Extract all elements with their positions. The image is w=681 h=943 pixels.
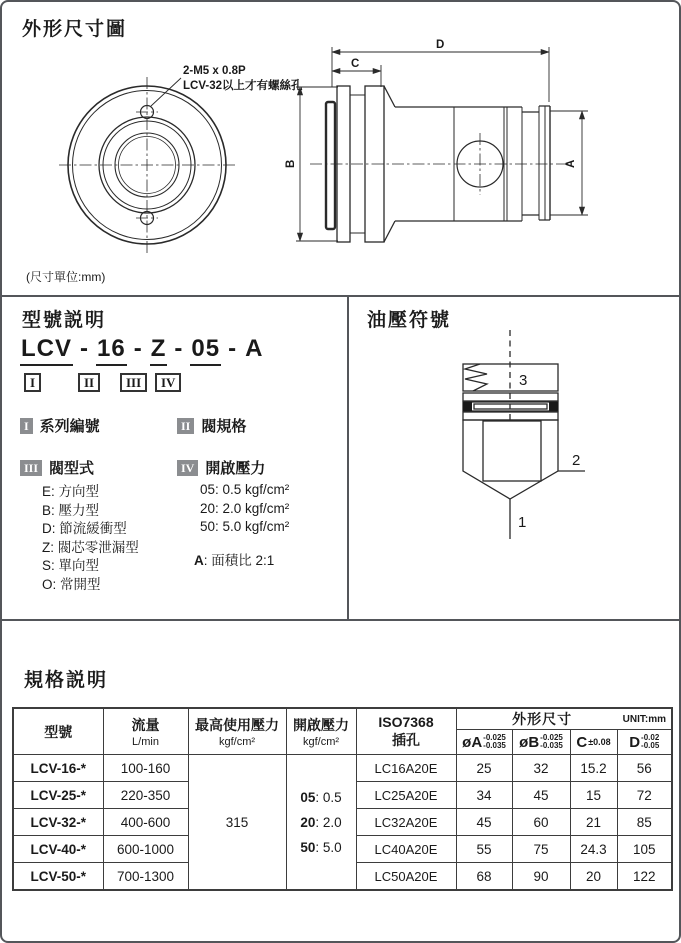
outline-dimension-section: [2, 2, 681, 295]
cavity-cell: LC32A20E: [356, 809, 456, 836]
model-cell: LCV-25-*: [13, 782, 103, 809]
seal-block-left: [463, 402, 472, 411]
flow-cell: 400-600: [103, 809, 188, 836]
dim-d-cell: 105: [617, 836, 672, 863]
legend-valve-type: III 閥型式: [20, 457, 94, 478]
port-label-3: 3: [519, 372, 528, 389]
dim-a-cell: 34: [456, 782, 512, 809]
specification-section: [2, 621, 681, 943]
table-row: [13, 755, 672, 782]
model-segment-series: LCV: [20, 335, 73, 366]
dim-c-cell: 15: [570, 782, 617, 809]
valve-type-list: [42, 483, 139, 594]
dim-d-cell: 56: [617, 755, 672, 782]
dim-b-cell: 32: [512, 755, 570, 782]
port-label-2: 2: [572, 452, 581, 469]
numeral-box-1: I: [24, 373, 41, 392]
spec-table: [12, 707, 673, 891]
dim-b-cell: 75: [512, 836, 570, 863]
flow-cell: 600-1000: [103, 836, 188, 863]
dim-d-cell: 72: [617, 782, 672, 809]
valve-side-view: [285, 39, 588, 242]
dim-d-cell: 85: [617, 809, 672, 836]
model-cell: LCV-40-*: [13, 836, 103, 863]
dim-a-cell: 68: [456, 863, 512, 891]
unit-note: (尺寸單位:mm): [26, 270, 106, 284]
max-pressure-cell: 315: [188, 755, 286, 891]
header-dimensions-group: 外形尺寸 UNIT:mm: [456, 708, 672, 730]
flow-cell: 220-350: [103, 782, 188, 809]
opening-pressure-item: 50: 5.0 kgf/cm²: [200, 519, 290, 534]
dimension-drawing: [2, 32, 681, 295]
header-dim-d: D -0.02 -0.05: [617, 730, 672, 755]
valve-type-item: D: 節流緩衝型: [42, 521, 127, 536]
dim-c-cell: 24.3: [570, 836, 617, 863]
cavity-cell: LC16A20E: [356, 755, 456, 782]
valve-type-item: B: 壓力型: [42, 502, 100, 518]
numeral-box-3: III: [120, 373, 147, 392]
header-dim-b: øB -0.025 -0.035: [512, 730, 570, 755]
section-title-model: 型號説明: [22, 310, 107, 331]
model-segment-area: A: [245, 335, 264, 362]
opening-pressure-cell: 05: 0.5 20: 2.0 50: 5.0: [286, 755, 356, 891]
screw-note-line1: 2-M5 x 0.8P: [183, 65, 246, 77]
dim-c-cell: 15.2: [570, 755, 617, 782]
model-segment-pressure: 05: [190, 335, 221, 366]
dim-b-cell: 45: [512, 782, 570, 809]
dim-b-cell: 60: [512, 809, 570, 836]
opening-pressure-list: [200, 481, 289, 537]
cavity-cell: LC50A20E: [356, 863, 456, 891]
opening-pressure-item: 20: 2.0 kgf/cm²: [200, 500, 290, 516]
seal-ring: [326, 102, 335, 229]
screw-note-line2: LCV-32以上才有螺絲孔: [183, 80, 303, 92]
flow-cell: 100-160: [103, 755, 188, 782]
unit-mm-label: UNIT:mm: [622, 713, 666, 725]
poppet: [483, 421, 541, 481]
header-cavity: ISO7368 插孔: [356, 708, 456, 755]
port-label-1: 1: [518, 514, 527, 531]
header-opening-pressure: 開啟壓力 kgf/cm²: [286, 708, 356, 755]
spring-icon: [465, 364, 487, 391]
dim-a-cell: 25: [456, 755, 512, 782]
dim-c-cell: 20: [570, 863, 617, 891]
header-dim-c: C ±0.08: [570, 730, 617, 755]
hydraulic-symbol: [347, 295, 681, 619]
valve-front-view: [59, 65, 303, 255]
section-title-symbol: 油壓符號: [367, 310, 452, 331]
dim-b-cell: 90: [512, 863, 570, 891]
dim-label-d: D: [436, 39, 445, 51]
legend-numeral-1: I: [20, 418, 33, 434]
header-model: 型號: [13, 708, 103, 755]
dim-label-b: B: [285, 159, 297, 168]
dim-a-cell: 45: [456, 809, 512, 836]
cavity-cell: LC40A20E: [356, 836, 456, 863]
dim-c-cell: 21: [570, 809, 617, 836]
legend-spec: II 閥規格: [177, 415, 246, 436]
legend-opening-pressure: IV 開啟壓力: [177, 457, 265, 478]
legend-series: I 系列編號: [20, 415, 100, 436]
flow-cell: 700-1300: [103, 863, 188, 891]
model-code: LCV - 16 - Z - 05 - A: [20, 335, 264, 366]
hydraulic-symbol-section: [349, 297, 681, 619]
valve-type-item: E: 方向型: [42, 484, 100, 499]
legend-numeral-2: II: [177, 418, 194, 434]
legend-numeral-3: III: [20, 460, 42, 476]
legend-numeral-4: IV: [177, 460, 198, 476]
header-dim-a: øA -0.025 -0.035: [456, 730, 512, 755]
dim-d-cell: 122: [617, 863, 672, 891]
section-title-outline: 外形尺寸圖: [22, 19, 128, 40]
dim-label-c: C: [351, 58, 360, 70]
section-title-spec: 規格説明: [24, 670, 109, 691]
area-ratio-note: A: 面積比 2:1: [194, 553, 275, 568]
valve-type-item: S: 單向型: [42, 558, 100, 573]
valve-type-item: Z: 閥芯零泄漏型: [42, 539, 139, 555]
model-code-section: [2, 297, 347, 619]
model-cell: LCV-32-*: [13, 809, 103, 836]
header-max-pressure: 最高使用壓力 kgf/cm²: [188, 708, 286, 755]
dim-label-a: A: [565, 159, 577, 168]
opening-pressure-item: 05: 0.5 kgf/cm²: [200, 482, 290, 497]
valve-type-item: O: 常開型: [42, 576, 101, 592]
numeral-box-2: II: [78, 373, 100, 392]
model-segment-type: Z: [150, 335, 168, 366]
model-cell: LCV-50-*: [13, 863, 103, 891]
numeral-box-4: IV: [155, 373, 181, 392]
dim-a-cell: 55: [456, 836, 512, 863]
model-cell: LCV-16-*: [13, 755, 103, 782]
header-flow: 流量 L/min: [103, 708, 188, 755]
cavity-cell: LC25A20E: [356, 782, 456, 809]
seal-block-right: [549, 402, 558, 411]
model-segment-size: 16: [96, 335, 127, 366]
